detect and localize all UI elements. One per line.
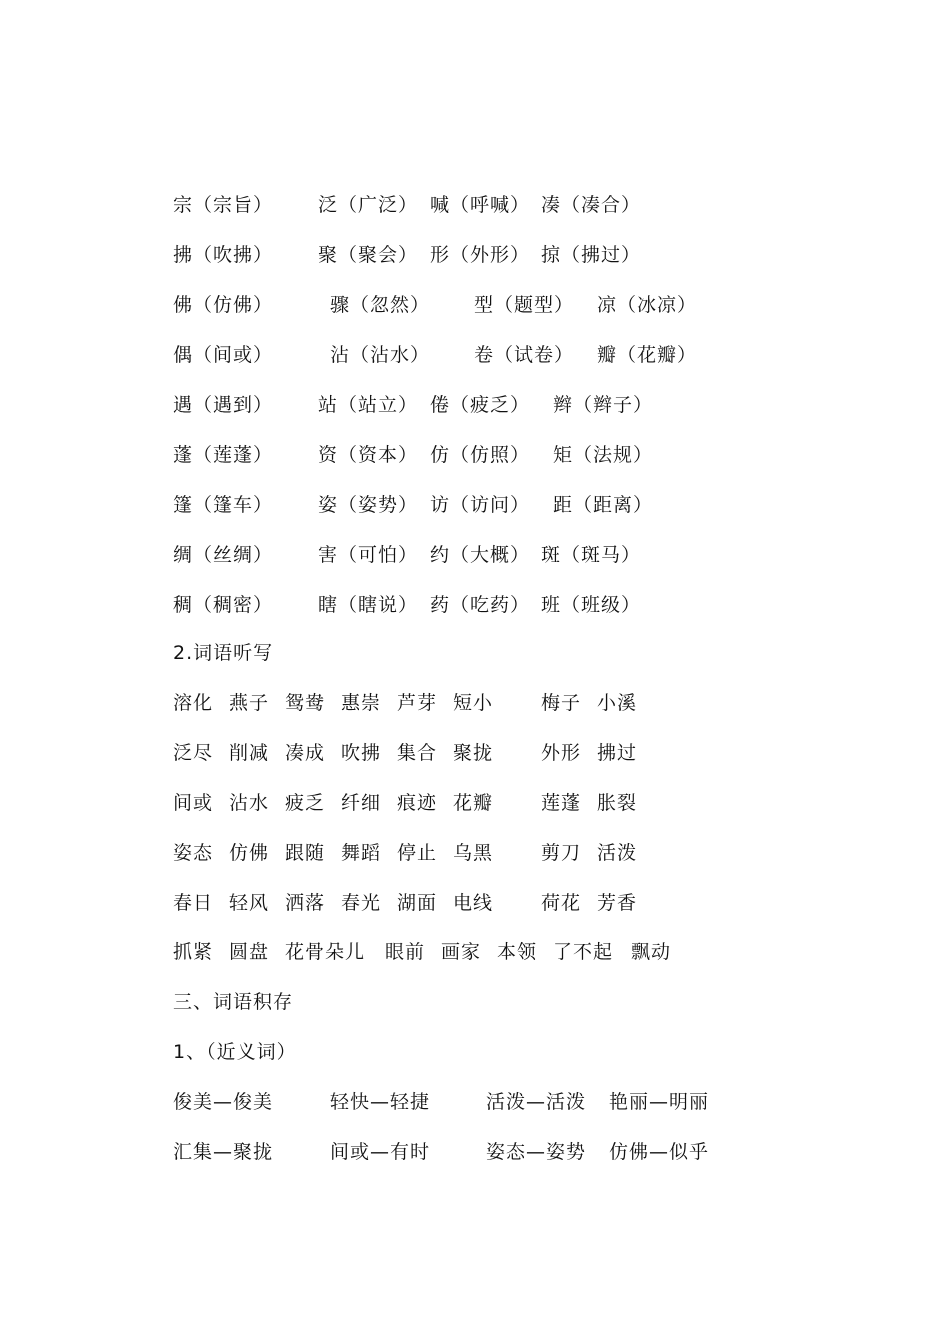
synonym-pair: 俊美—俊美 (173, 1091, 274, 1113)
table-cell: 形（外形） (430, 244, 531, 266)
table-cell: 拂（吹拂） (173, 244, 274, 266)
table-cell: 蓬（莲蓬） (173, 444, 274, 466)
table-cell: 篷（篷车） (173, 494, 274, 516)
dictation-word: 停止 (397, 842, 438, 864)
dictation-word: 湖面 (397, 892, 438, 914)
table-cell: 偶（间或） (173, 344, 274, 366)
dictation-word: 飘动 (631, 941, 672, 963)
table-cell: 辫（辫子） (553, 394, 654, 416)
table-cell: 仿（仿照） (430, 444, 531, 466)
table-row (0, 540, 950, 590)
dictation-word: 电线 (453, 892, 494, 914)
table-cell: 药（吃药） (430, 594, 531, 616)
dictation-word: 鸳鸯 (285, 692, 326, 714)
dictation-word: 削减 (229, 742, 270, 764)
dictation-word: 仿佛 (229, 842, 270, 864)
table-cell: 骤（忽然） (330, 294, 431, 316)
synonym-pair: 姿态—姿势 (486, 1141, 587, 1163)
table-cell: 矩（法规） (553, 444, 654, 466)
dictation-word: 疲乏 (285, 792, 326, 814)
dictation-word: 芳香 (597, 892, 638, 914)
dictation-word: 聚拢 (453, 742, 494, 764)
table-cell: 害（可怕） (318, 544, 419, 566)
dictation-word: 纤细 (341, 792, 382, 814)
dictation-word: 外形 (541, 742, 582, 764)
table-cell: 沾（沾水） (330, 344, 431, 366)
dictation-word: 短小 (453, 692, 494, 714)
dictation-word: 梅子 (541, 692, 582, 714)
dictation-word: 间或 (173, 792, 214, 814)
table-cell: 型（题型） (474, 294, 575, 316)
synonym-pair: 活泼—活泼 (486, 1091, 587, 1113)
table-cell: 泛（广泛） (318, 194, 419, 216)
section-3-title: 三、词语积存 (173, 991, 294, 1013)
dictation-word: 集合 (397, 742, 438, 764)
table-cell: 凑（凑合） (541, 194, 642, 216)
table-cell: 站（站立） (318, 394, 419, 416)
dictation-word: 眼前 (385, 941, 426, 963)
table-cell: 资（资本） (318, 444, 419, 466)
list-item (0, 738, 950, 788)
section-2-title: 2.词语听写 (173, 642, 274, 664)
dictation-word: 轻风 (229, 892, 270, 914)
table-row (0, 440, 950, 490)
table-cell: 凉（冰凉） (597, 294, 698, 316)
table-cell: 绸（丝绸） (173, 544, 274, 566)
table-cell: 斑（斑马） (541, 544, 642, 566)
dictation-word: 本领 (497, 941, 538, 963)
table-cell: 姿（姿势） (318, 494, 419, 516)
table-row (0, 340, 950, 390)
dictation-word: 泛尽 (173, 742, 214, 764)
table-cell: 佛（仿佛） (173, 294, 274, 316)
dictation-word: 花瓣 (453, 792, 494, 814)
dictation-word: 荷花 (541, 892, 582, 914)
synonym-title: 1、（近义词） (173, 1041, 297, 1063)
table-cell: 距（距离） (553, 494, 654, 516)
dictation-word: 抓紧 (173, 941, 214, 963)
dictation-word: 花骨朵儿 (285, 941, 366, 963)
dictation-word: 燕子 (229, 692, 270, 714)
list-item (0, 888, 950, 938)
dictation-word: 洒落 (285, 892, 326, 914)
table-cell: 喊（呼喊） (430, 194, 531, 216)
list-item (0, 688, 950, 738)
table-cell: 访（访问） (430, 494, 531, 516)
list-item (0, 838, 950, 888)
dictation-word: 痕迹 (397, 792, 438, 814)
table-row (0, 190, 950, 240)
dictation-word: 惠崇 (341, 692, 382, 714)
list-item (0, 1137, 950, 1187)
dictation-last-row (0, 937, 950, 987)
dictation-word: 跟随 (285, 842, 326, 864)
table-cell: 宗（宗旨） (173, 194, 274, 216)
dictation-word: 沾水 (229, 792, 270, 814)
dictation-word: 小溪 (597, 692, 638, 714)
dictation-word: 春日 (173, 892, 214, 914)
synonym-pair: 间或—有时 (330, 1141, 431, 1163)
dictation-word: 吹拂 (341, 742, 382, 764)
dictation-word: 拂过 (597, 742, 638, 764)
dictation-word: 凑成 (285, 742, 326, 764)
synonym-pair: 艳丽—明丽 (609, 1091, 710, 1113)
dictation-word: 春光 (341, 892, 382, 914)
dictation-word: 芦芽 (397, 692, 438, 714)
dictation-word: 胀裂 (597, 792, 638, 814)
dictation-word: 舞蹈 (341, 842, 382, 864)
table-cell: 卷（试卷） (474, 344, 575, 366)
table-row (0, 590, 950, 640)
list-item (0, 1087, 950, 1137)
dictation-word: 溶化 (173, 692, 214, 714)
table-cell: 掠（拂过） (541, 244, 642, 266)
table-row (0, 240, 950, 290)
table-cell: 约（大概） (430, 544, 531, 566)
table-cell: 聚（聚会） (318, 244, 419, 266)
table-cell: 遇（遇到） (173, 394, 274, 416)
table-row (0, 290, 950, 340)
table-cell: 瓣（花瓣） (597, 344, 698, 366)
synonym-pair: 汇集—聚拢 (173, 1141, 274, 1163)
table-cell: 倦（疲乏） (430, 394, 531, 416)
dictation-word: 了不起 (553, 941, 614, 963)
dictation-word: 剪刀 (541, 842, 582, 864)
table-cell: 瞎（瞎说） (318, 594, 419, 616)
list-item (0, 788, 950, 838)
table-row (0, 390, 950, 440)
dictation-word: 乌黑 (453, 842, 494, 864)
dictation-word: 活泼 (597, 842, 638, 864)
dictation-word: 圆盘 (229, 941, 270, 963)
dictation-word: 姿态 (173, 842, 214, 864)
dictation-word: 莲蓬 (541, 792, 582, 814)
table-cell: 稠（稠密） (173, 594, 274, 616)
table-row (0, 490, 950, 540)
dictation-word: 画家 (441, 941, 482, 963)
synonym-pair: 轻快—轻捷 (330, 1091, 431, 1113)
table-cell: 班（班级） (541, 594, 642, 616)
synonym-pair: 仿佛—似乎 (609, 1141, 710, 1163)
